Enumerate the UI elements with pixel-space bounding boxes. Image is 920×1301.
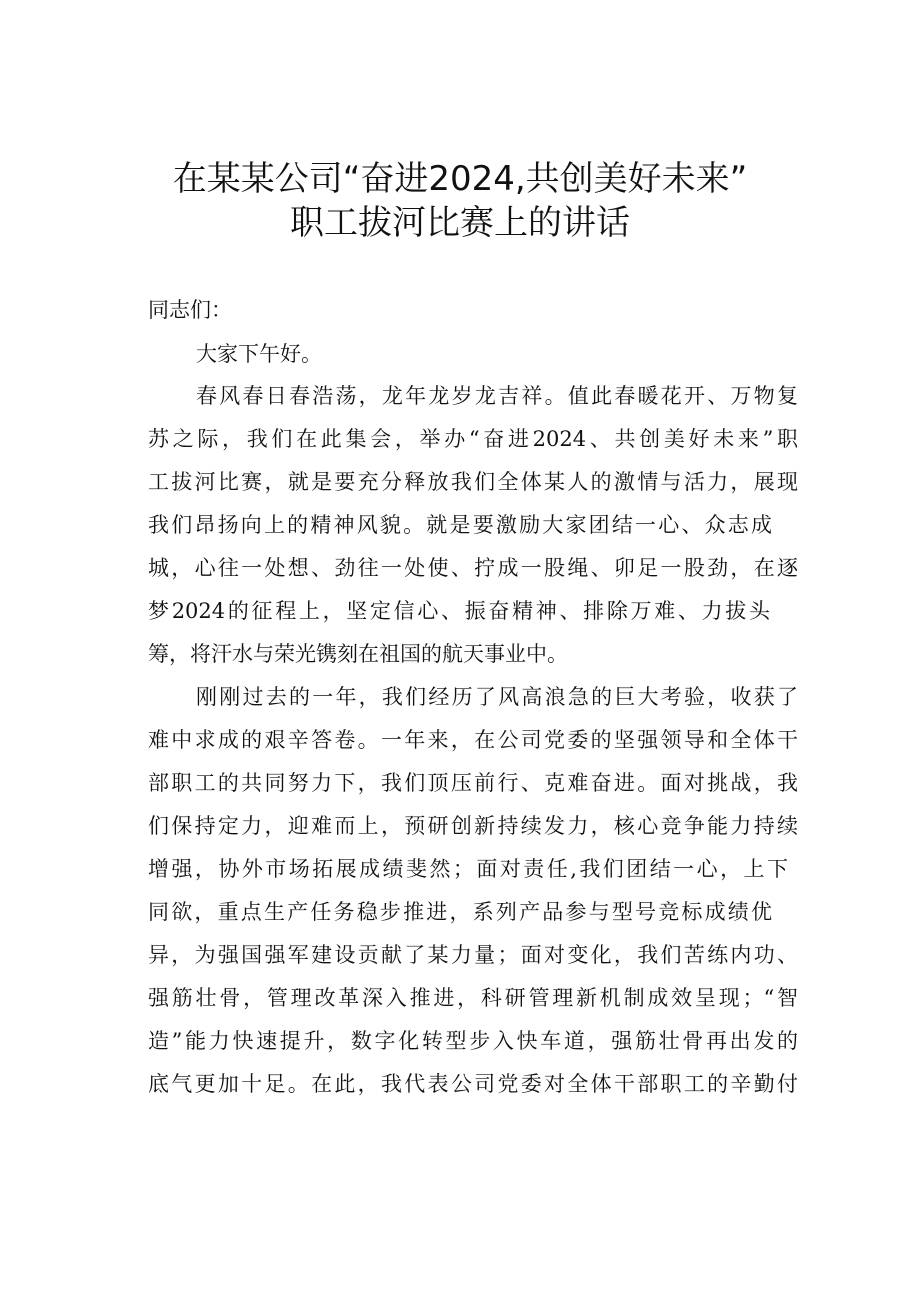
paragraph-line: 强筋壮骨，管理改革深入推进，科研管理新机制成效呈现；“智 — [148, 986, 798, 1010]
document-title-line-2: 职工拔河比赛上的讲话 — [290, 203, 630, 243]
paragraph-line: 同欲，重点生产任务稳步推进，系列产品参与型号竞标成绩优 — [148, 900, 772, 924]
greeting: 同志们： — [148, 298, 232, 322]
paragraph-line: 底气更加十足。在此，我代表公司党委对全体干部职工的辛勤付 — [148, 1072, 798, 1096]
paragraph-line: 部职工的共同努力下，我们顶压前行、克难奋进。面对挑战，我 — [148, 771, 798, 795]
paragraph-line: 难中求成的艰辛答卷。一年来，在公司党委的坚强领导和全体干 — [148, 728, 798, 752]
paragraph-line: 筹，将汗水与荣光镌刻在祖国的航天事业中。 — [148, 642, 568, 666]
document-title-line-1: 在某某公司“奋进2024,共创美好未来” — [172, 159, 748, 199]
paragraph-line: 刚刚过去的一年，我们经历了风高浪急的巨大考验，收获了 — [196, 685, 798, 709]
paragraph-line: 春风春日春浩荡，龙年龙岁龙吉祥。值此春暖花开、万物复 — [196, 384, 798, 408]
paragraph-line: 梦2024的征程上，坚定信心、振奋精神、排除万难、力拔头 — [148, 599, 770, 623]
paragraph-line: 增强，协外市场拓展成绩斐然；面对责任,我们团结一心，上下 — [148, 857, 788, 881]
paragraph-line: 造”能力快速提升，数字化转型步入快车道，强筋壮骨再出发的 — [148, 1029, 798, 1053]
paragraph-line: 大家下午好。 — [196, 342, 322, 366]
paragraph-line: 工拔河比赛，就是要充分释放我们全体某人的激情与活力，展现 — [148, 470, 798, 494]
paragraph-line: 们保持定力，迎难而上，预研创新持续发力，核心竞争能力持续 — [148, 814, 798, 838]
paragraph-line: 城，心往一处想、劲往一处使、拧成一股绳、卯足一股劲，在逐 — [148, 556, 798, 580]
paragraph-line: 苏之际，我们在此集会，举办“奋进2024、共创美好未来”职 — [148, 427, 798, 451]
paragraph-line: 我们昂扬向上的精神风貌。就是要激励大家团结一心、众志成 — [148, 513, 772, 537]
paragraph-line: 异，为强国强军建设贡献了某力量；面对变化，我们苦练内功、 — [148, 943, 798, 967]
